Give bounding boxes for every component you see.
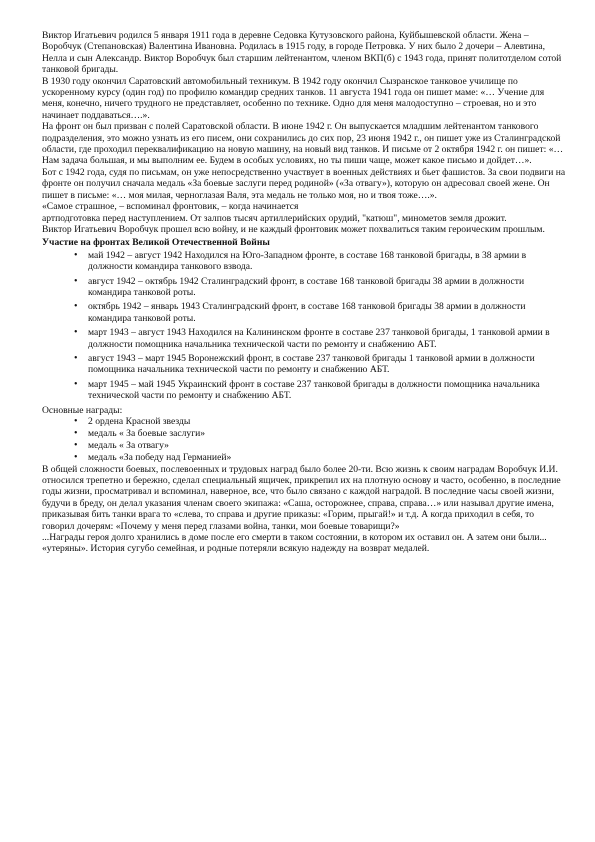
awards-heading: Основные награды: [42,404,123,416]
list-item: • медаль « За отвагу» [74,440,568,451]
biography-paragraph-education: В 1930 году окончил Саратовский автомобильный техникум. В 1942 году окончил Сызранское танковое училище по ускоренному курсу (один год) по профилю командир средних танков. 11 августа 1941 года он пишет маме: «… Учение для меня, конечно, ничего трудного не представляет, особенно по технике. Одно для меня малодоступно – строевая, но и это начинает поддаваться….». [42,75,545,121]
awards-story-paragraph: В общей сложности боевых, послевоенных и трудовых наград было более 20-ти. Всю жизнь к своим наградам Воробчук И.И. относился трепетно и бережно, сделал специальный ящичек, прикрепил их на плотную основу и часто, особенно, в последние годы жизни, просматривал и вспоминал, наверное, все, что было связано с каждой наградой. В последние часы своей жизни, будучи в бреду, он делал указания членам своего экипажа: «Саша, осторожнее, справа, справа…» или называл другие имена, приказывая бить танки врага то «слева, то справа и другие приказы: «Горим, прыгай!» и т.д. А когда приходил в себя, то говорил дочерям: «Почему у меня перед глазами война, танки, мои боевые товарищи?» [42,463,561,532]
lost-medals-paragraph: ...Награды героя долго хранились в доме после его смерти в таком состоянии, в котором их оставил он. А затем они были... «утеряны». История сугубо семейная, и родные потеряли всякую надежду на возврат медалей. [42,532,547,555]
quote-paragraph: «Самое страшное, – вспоминал фронтовик, – когда начинается [42,201,299,213]
section-title-fronts: Участие на фронтах Великой Отечественной Войны [42,237,270,249]
quote-continuation-paragraph: артподготовка перед наступлением. От залпов тысяч артиллерийских орудий, "катюш", минометов земля дрожит. [42,212,507,224]
list-item: • август 1942 – октябрь 1942 Сталинградский фронт, в составе 168 танковой бригады 38 армии в должности командира танковой роты. [74,276,568,299]
summary-paragraph: Виктор Игатьевич Воробчук прошел всю войну, и не каждый фронтовик может похвалиться таким героическим прошлым. [42,223,545,235]
biography-paragraph-medals: Бот с 1942 года, судя по письмам, он уже непосредственно участвует в военных действиях и бьет фашистов. За свои подвиги на фронте он получил сначала медаль «За боевые заслуги перед родиной» («За отвагу»), которую он адресовал своей жене. Он пишет в письме: «… моя милая, черноглазая Валя, эта медаль не только моя, но и твоя тоже….». [42,166,566,201]
list-item: • 2 ордена Красной звезды [74,416,568,427]
front-service-list [42,250,568,402]
list-item: • медаль «За победу над Германией» [74,452,568,463]
list-item: • август 1943 – март 1945 Воронежский фронт, в составе 237 танковой бригады 1 танковой армии в должности помощника начальника технической части по ремонту и снабжению АБТ. [74,353,568,376]
list-item: • октябрь 1942 – январь 1943 Сталинградский фронт, в составе 168 танковой бригады 38 армии в должности командира танковой роты. [74,301,568,324]
biography-paragraph-front-call: На фронт он был призван с полей Саратовской области. В июне 1942 г. Он выпускается младшим лейтенантом танкового подразделения, это можно узнать из его писем, они сохранились до сих пор, 23 июня 1942 г., он пишет уже из Сталинградской области, где проходил переквалификацию на новую машину, на новый вид танков. И письме от 2 октября 1942 г. он пишет: «…Нам задача большая, и мы выполним ее. Будем в особых условиях, но ты пиши чаще, может какое письмо и дойдет…». [42,121,564,167]
list-item: • май 1942 – август 1942 Находился на Юго-Западном фронте, в составе 168 танковой бригады, в 38 армии в должности командира танкового взвода. [74,250,568,273]
list-item: • март 1943 – август 1943 Находился на Калининском фронте в составе 237 танковой бригады, 1 танковой армии в должности помощника начальника технической части по ремонту и снабжению АБТ. [74,327,568,350]
list-item: • медаль « За боевые заслуги» [74,428,568,439]
list-item: • март 1945 – май 1945 Украинский фронт в составе 237 танковой бригады в должности помощника начальника технической части по ремонту и снабжению АБТ. [74,379,568,402]
document-page [42,30,568,555]
biography-paragraph-birth: Виктор Игатьевич родился 5 января 1911 года в деревне Седовка Кутузовского района, Куйбышевской области. Жена – Воробчук (Степановская) Валентина Ивановна. Родилась в 1915 году, в городе Петровка. У них было 2 дочери – Алевтина, Нелла и сын Александр. Виктор Воробчук был старшим лейтенантом, членом ВКП(б) с 1943 года, принят политотделом сотой танковой бригады. [42,30,562,76]
awards-list [42,416,568,463]
